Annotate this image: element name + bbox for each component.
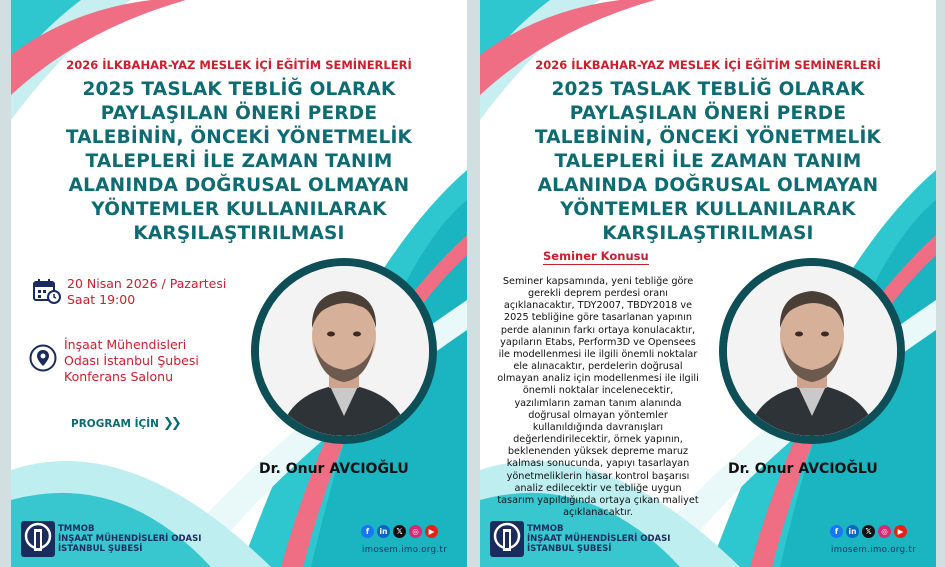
poster-left [11,0,467,567]
seminar-topic-heading: Seminer Konusu [543,249,649,263]
event-datetime [67,276,226,308]
social-links [361,525,438,538]
seminar-title: 2025 TASLAK TEBLİĞ OLARAK PAYLAŞILAN ÖNERİ PERDE TALEBİNİN, ÖNCEKİ YÖNETMELİK TALEPLERİ İLE ZAMAN TANIM ALANINDA DOĞRUSAL OLMAYAN YÖNTEMLER KULLANILARAK KARŞILAŞTIRILMASI [534,79,882,244]
linkedin-icon[interactable]: in [377,525,390,538]
event-time: Saat 19:00 [67,292,136,307]
youtube-icon[interactable]: ▶ [894,525,907,538]
instagram-icon[interactable]: ◎ [878,525,891,538]
organization-name: TMMOB İNŞAAT MÜHENDİSLERİ ODASI İSTANBUL ŞUBESİ [527,524,671,554]
seminar-topic-text: Seminer kapsamında, yeni tebliğe göre gerekli deprem perdesi oranı açıklanacaktır, TDY2007, TBDY2018 ve 2025 tebliğine göre tasarlanan yapının perde alanının farkı ortaya konulacaktır, yapıların Etabs, Perform3D ve Opensees ile modellenmesi ile ilgili önemli noktalar ele alınacaktır, perdelerin doğrusal olmayan analiz için modellenmesi ile ilgili önemli noktalar incelenecektir, yazılımların zaman tanım alanında doğrusal olmayan yöntemler kullanıldığında davranışları değerlendirilecektir, örnek yapının, beklenenden yüksek depreme maruz kalması sonucunda, yapıyı tasarlayan yönetmeliklerin hasar kontrol başarısı analiz edilecektir ve tebliğe uygun tasarım yapıldığında ortaya çıkan maliyet açıklanacaktır. [497,276,699,518]
seminar-series-title: 2026 İLKBAHAR-YAZ MESLEK İÇİ EĞİTİM SEMİNERLERİ [535,58,881,72]
calendar-icon [33,278,61,304]
organization-name: TMMOB İNŞAAT MÜHENDİSLERİ ODASI İSTANBUL ŞUBESİ [58,524,202,554]
speaker-name: Dr. Onur AVCIOĞLU [259,461,409,477]
website-link[interactable]: imosem.imo.org.tr [831,545,917,555]
youtube-icon[interactable]: ▶ [425,525,438,538]
facebook-icon[interactable]: f [830,525,843,538]
social-links [830,525,907,538]
facebook-icon[interactable]: f [361,525,374,538]
seminar-title: 2025 TASLAK TEBLİĞ OLARAK PAYLAŞILAN ÖNERİ PERDE TALEBİNİN, ÖNCEKİ YÖNETMELİK TALEPLERİ İLE ZAMAN TANIM ALANINDA DOĞRUSAL OLMAYAN YÖNTEMLER KULLANILARAK KARŞILAŞTIRILMASI [65,79,413,244]
speaker-photo [727,266,897,436]
instagram-icon[interactable]: ◎ [409,525,422,538]
program-label: PROGRAM İÇİN [71,418,159,430]
poster-right [480,0,936,567]
x-icon[interactable]: 𝕏 [393,525,406,538]
imo-logo [490,521,524,557]
event-venue: İnşaat Mühendisleri Odası İstanbul Şubesi Konferans Salonu [64,337,199,384]
speaker-name: Dr. Onur AVCIOĞLU [728,461,878,477]
program-link[interactable] [71,416,179,431]
double-chevron-right-icon: ❯❯ [162,416,179,431]
event-date: 20 Nisan 2026 / Pazartesi [67,276,227,291]
speaker-photo-frame [251,258,437,444]
seminar-series-title: 2026 İLKBAHAR-YAZ MESLEK İÇİ EĞİTİM SEMİNERLERİ [66,58,412,72]
speaker-photo [259,266,429,436]
x-icon[interactable]: 𝕏 [862,525,875,538]
website-link[interactable]: imosem.imo.org.tr [362,545,448,555]
imo-logo [21,521,55,557]
speaker-photo-frame [719,258,905,444]
location-pin-icon [29,344,57,372]
linkedin-icon[interactable]: in [846,525,859,538]
